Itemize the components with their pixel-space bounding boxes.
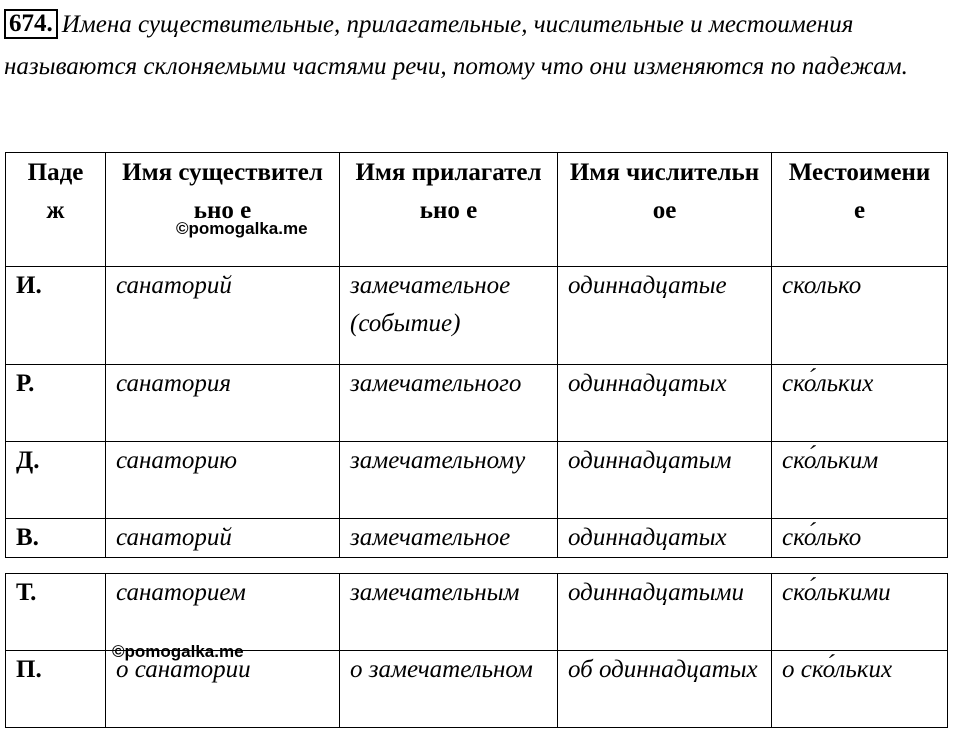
case-label: Р. [6, 365, 106, 442]
watermark: ©pomogalka.me [112, 642, 244, 661]
case-label: В. [6, 519, 106, 558]
adjective-form: замечательное [340, 519, 558, 558]
table-row [6, 651, 948, 728]
noun-form: о санатории [106, 651, 340, 728]
numeral-form: одиннадцатых [558, 519, 772, 558]
numeral-form: одиннадцатых [558, 365, 772, 442]
pronoun-form: ско́льких [772, 365, 948, 442]
noun-form: санатория [106, 365, 340, 442]
header-case: Паде ж [6, 153, 106, 267]
header-adjective: Имя прилагательно е [340, 153, 558, 267]
exercise-number: 674. [4, 9, 58, 39]
header-numeral: Имя числительное [558, 153, 772, 267]
header-noun: Имя существительно е [106, 153, 340, 267]
adjective-form: замечательное (событие) [340, 267, 558, 365]
table-row [6, 519, 948, 558]
exercise-text-block [4, 4, 944, 88]
case-label: П. [6, 651, 106, 728]
adjective-form: замечательному [340, 442, 558, 519]
watermark: ©pomogalka.me [176, 219, 308, 238]
declension-table-main [5, 152, 948, 558]
numeral-form: об одиннадцатых [558, 651, 772, 728]
header-row [6, 153, 948, 267]
header-pronoun: Местоимени е [772, 153, 948, 267]
noun-form: санаторий [106, 519, 340, 558]
pronoun-form: сколько [772, 267, 948, 365]
adjective-form: о замечательном [340, 651, 558, 728]
adjective-form: замечательного [340, 365, 558, 442]
adjective-form: замечательным [340, 574, 558, 651]
noun-form: санаторию [106, 442, 340, 519]
table-row [6, 267, 948, 365]
numeral-form: одиннадцатые [558, 267, 772, 365]
exercise-text: Имена существительные, прилагательные, числительные и местоимения называются склоняемыми частями речи, потому что они изменяются по падежам. [4, 11, 908, 80]
pronoun-form: ско́лько [772, 519, 948, 558]
table-row [6, 574, 948, 651]
case-label: Д. [6, 442, 106, 519]
numeral-form: одиннадцатым [558, 442, 772, 519]
pronoun-form: ско́льким [772, 442, 948, 519]
case-label: И. [6, 267, 106, 365]
pronoun-form: о ско́льких [772, 651, 948, 728]
table-row [6, 442, 948, 519]
numeral-form: одиннадцатыми [558, 574, 772, 651]
table-row [6, 365, 948, 442]
noun-form: санаторием [106, 574, 340, 651]
pronoun-form: ско́лькими [772, 574, 948, 651]
noun-form: санаторий [106, 267, 340, 365]
case-label: Т. [6, 574, 106, 651]
